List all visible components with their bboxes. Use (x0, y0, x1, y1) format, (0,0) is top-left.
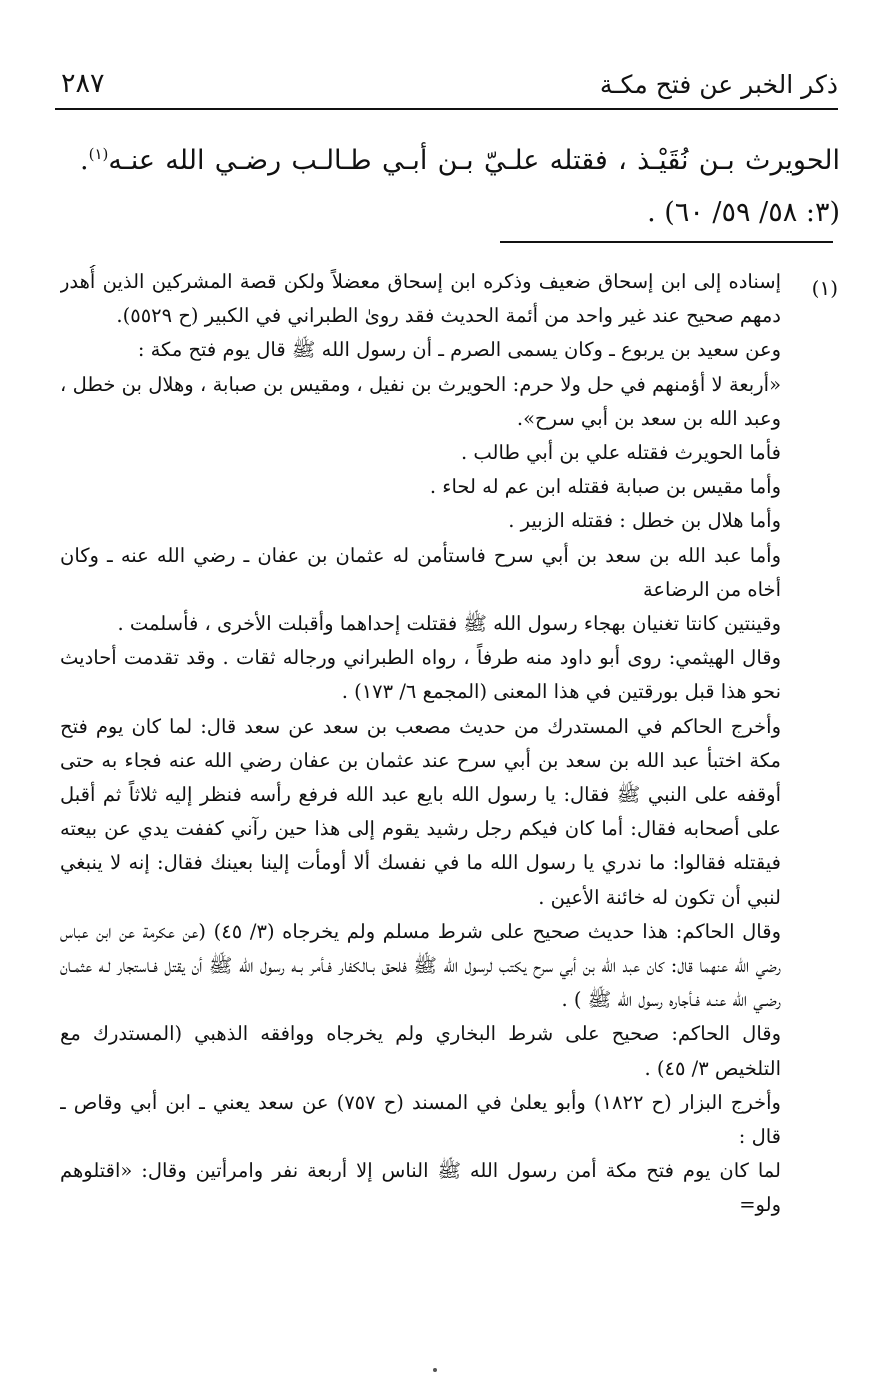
print-speck (433, 1368, 437, 1372)
footnote-paragraph: وعن سعيد بن يربوع ـ وكان يسمى الصرم ـ أن رسول الله ﷺ قال يوم فتح مكة : (137, 338, 781, 362)
footnote-paragraph: إسناده إلى ابن إسحاق ضعيف وذكره ابن إسحاق معضلاً ولكن قصة المشركين الذين أُهدر دمهم صحيح عند غير واحد من أئمة الحديث فقد روىٰ الطبراني في الكبير (ح ٥٥٢٩). (60, 270, 781, 328)
main-text (80, 128, 840, 239)
footnote-paragraph: وأخرج البزار (ح ١٨٢٢) وأبو يعلىٰ في المسند (ح ٧٥٧) عن سعد يعني ـ ابن أبي وقاص ـ قال : (60, 1090, 781, 1149)
footnote-reference: (١) (88, 145, 109, 163)
footnote-body (60, 265, 781, 1223)
footnote-paragraph: وقينتين كانتا تغنيان بهجاء رسول الله ﷺ فقتلت إحداهما وأقبلت الأخرى ، فأسلمت . (117, 612, 781, 636)
footnote-paragraph: وقال الهيثمي: روى أبو داود منه طرفاً ، رواه الطبراني ورجاله ثقات . وقد تقدمت أحاديث نحو هذا قبل بورقتين في هذا المعنى (المجمع ٦/ ١٧٣) . (60, 646, 781, 704)
footnote-number: (١) (811, 276, 838, 300)
footnote-separator (500, 241, 833, 243)
footnote-section (60, 265, 838, 1365)
footnote-paragraph: وأما هلال بن خطل : فقتله الزبير . (508, 509, 781, 533)
footnote-paragraph: وأما مقيس بن صبابة فقتله ابن عم له لحاء . (429, 475, 781, 499)
footnote-paragraph: وأما عبد الله بن سعد بن أبي سرح فاستأمن له عثمان بن عفان ـ رضي الله عنه ـ وكان أخاه من الرضاعة (60, 543, 781, 601)
footnote-paragraph: «أربعة لا أؤمنهم في حل ولا حرم: الحويرث بن نفيل ، ومقيس بن صبابة ، وهلال بن خطل ، وعبد الله بن سعد بن أبي سرح». (60, 372, 781, 430)
footnote-paragraph: وقال الحاكم: هذا حديث صحيح على شرط مسلم ولم يخرجاه (٣/ ٤٥) (عن عكرمة عن ابن عباس رضي الله عنهما قال: كان عبد الله بن أبي سرح يكتب لرسول الله ﷺ فلحق بـالكفار فـأمر بـه رسول الله ﷺ أن يقتل فـاستجار لـه عثمـان رضـي الله عنـه فـأجاره رسول الله ﷺ ) . (60, 919, 781, 1012)
footnote-paragraph: فأما الحويرث فقتله علي بن أبي طالب . (460, 441, 781, 465)
main-text-reference: . (٣: ٥٨/ ٥٩/ ٦٠) . (80, 145, 840, 228)
footnote-paragraph: لما كان يوم فتح مكة أمن رسول الله ﷺ الناس إلا أربعة نفر وامرأتين وقال: «اقتلوهم ولو= (60, 1159, 781, 1217)
footnote-paragraph: وأخرج الحاكم في المستدرك من حديث مصعب بن سعد عن سعد قال: لما كان يوم فتح مكة اختبأ عبد الله بن سعد بن أبي سرح عند عثمان بن عفان رضي الله عنه فجاء به حتى أوقفه على النبي ﷺ فقال: يا رسول الله بايع عبد الله فرفع رأسه فنظر إليه ثلاثاً ثم أقبل على أصحابه فقال: أما كان فيكم رجل رشيد يقوم إلى هذا حين رآني كففت يدي عن بيعته فيقتله فقالوا: ما ندري يا رسول الله ما في نفسك ألا أومأت إلينا بعينك فقال: إنه لا ينبغي لنبي أن تكون له خائنة الأعين . (60, 714, 781, 909)
footnote-paragraph: وقال الحاكم: صحيح على شرط البخاري ولم يخرجاه ووافقه الذهبي (المستدرك مع التلخيص ٣/ ٤٥) . (60, 1022, 781, 1080)
page-number: ٢٨٧ (61, 68, 105, 99)
page-header (55, 66, 838, 110)
running-title: ذكر الخبر عن فتح مكـة (599, 70, 838, 99)
main-text-body: الحويرث بـن نُقَيْـذ ، فقتله علـيّ بـن أبـي طـالـب رضـي الله عنـه (108, 145, 840, 176)
